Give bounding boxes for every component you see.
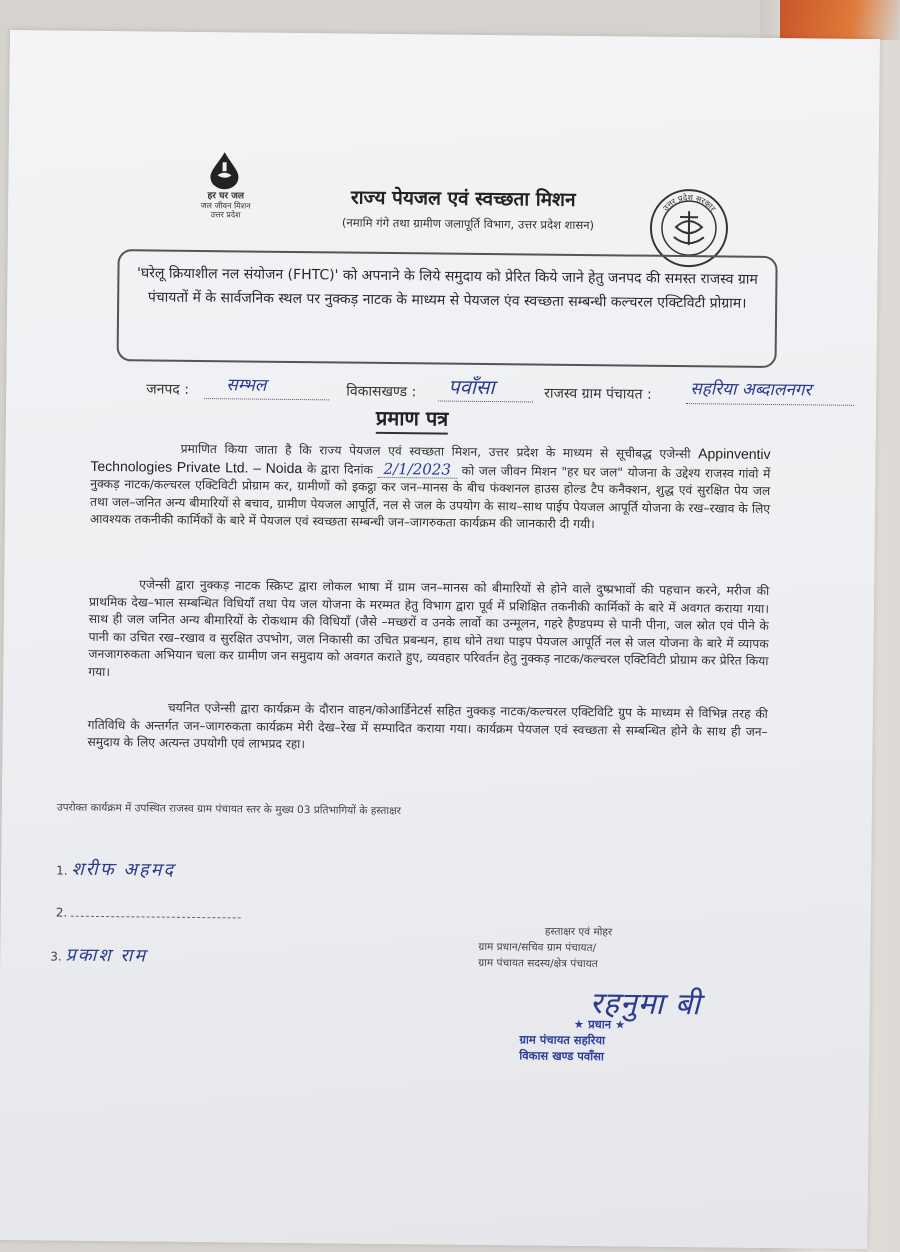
participant-row bbox=[56, 901, 241, 924]
janpad-value: सम्भल bbox=[226, 375, 267, 396]
mission-title: राज्य पेयजल एवं स्वच्छता मिशन bbox=[350, 186, 576, 211]
background-orange-fabric bbox=[780, 0, 900, 40]
vikaskhand-field bbox=[438, 374, 533, 403]
program-date: 2/1/2023 bbox=[383, 459, 452, 479]
certificate-paragraph-3: चयनित एजेन्सी द्वारा कार्यक्रम के दौरान वाहन/कोआर्डिनेटर्स सहित नुक्कड़ नाटक/कल्चरल एक्टिविटि ग्रुप के माध्यम से विभिन्न तरह की गतिविधि के अन्तर्गत जन–जागरुकता कार्यक्रम मेरी देख–रेख में सम्पादित कराया गया। कार्यक्रम पेयजल एवं स्वच्छता से सम्बन्धित होने के साथ ही जन–समुदाय के लिए अत्यन्त उपयोगी एवं लाभप्रद रहा। bbox=[87, 700, 768, 752]
program-description-box bbox=[117, 249, 778, 368]
p1-after: को जल जीवन मिशन "हर घर जल" योजना के उद्देश्य राजस्व गांवो में नुक्कड़ नाटक/कल्चरल एक्टिविटी प्रोग्राम कर, ग्रामीणों को इकट्ठा कर जन–मानस के बीच फंक्शनल हाउस होल्ड टैप कनैक्शन, शुद्ध एवं सुरक्षित पेय जल तथा जल–जनित अन्य बीमारियों से बचाव, ग्रामीण पेयजल आपूर्ति, नल से जल के उपयोग के साथ–साथ पाईप पेयजल आपूर्ति योजना के रख–रखाव के लिए आवश्यक तकनीकी कार्मिकों के बारे में पेयजल एवं स्वच्छता सम्बन्धी जन–जागरुकता कार्यक्रम की जानकारी दी गयी। bbox=[89, 463, 771, 532]
participant-signature: प्रकाश राम bbox=[65, 944, 148, 967]
har-ghar-jal-logo-icon bbox=[205, 150, 243, 190]
participant-signature: शरीफ अहमद bbox=[71, 858, 176, 881]
logo-line-3: उत्तर प्रदेश bbox=[210, 210, 241, 220]
certificate-title: प्रमाण पत्र bbox=[376, 404, 449, 435]
participant-number: 1. bbox=[56, 863, 68, 878]
date-field bbox=[377, 459, 457, 479]
seal-text: उत्तर प्रदेश सरकार bbox=[661, 193, 718, 214]
vikaskhand-value: पवाँसा bbox=[448, 374, 495, 400]
p1-mid: के द्वारा दिनांक bbox=[306, 461, 373, 477]
stamp-line-3: विकास खण्ड पवाँसा bbox=[519, 1048, 605, 1064]
certificate-page bbox=[0, 30, 880, 1249]
signatory-line-1: हस्ताक्षर एवं मोहर bbox=[544, 925, 613, 939]
participant-number: 3. bbox=[50, 949, 62, 964]
p1-before: प्रमाणित किया जाता है कि राज्य पेयजल एवं स्वच्छता मिशन, उत्तर प्रदेश के माध्यम से सूचीबद्ध एजेन्सी bbox=[180, 441, 691, 462]
pradhan-stamp bbox=[519, 1015, 679, 1065]
program-description: 'घरेलू क्रियाशील नल संयोजन (FHTC)' को अपनाने के लिये समुदाय को प्रेरित किये जाने हेतु जनपद की समस्त राजस्व ग्राम पंचायतों में के सार्वजनिक स्थल पर नुक्कड़ नाटक के माध्यम से पेयजल एंव स्वच्छता सम्बन्धी कल्चरल एक्टिविटी प्रोग्राम। bbox=[136, 265, 758, 312]
janpad-label: जनपद : bbox=[146, 381, 190, 398]
participants-intro: उपरोक्त कार्यक्रम में उपस्थित राजस्व ग्राम पंचायत स्तर के मुख्य 03 प्रतिभागियों के हस्ताक्षर bbox=[56, 801, 401, 818]
pradhan-signature: रहनुमा बी bbox=[589, 986, 702, 1023]
vikaskhand-label: विकासखण्ड : bbox=[346, 383, 417, 401]
certificate-paragraph-2: एजेन्सी द्वारा नुक्कड़ नाटक स्क्रिप्ट द्वारा लोकल भाषा में ग्राम जन–मानस को बीमारियों से होने वाले दुष्प्रभावों की पहचान करने, मरीज की प्राथमिक देख–भाल सम्बन्धित विधियाँ तथा पेय जल योजना के मरम्मत हेतु विभाग द्वारा पूर्व में प्रशिक्षित तकनीकी कार्मिकों के बारे में अवगत कराया गया। साथ ही जल जनित अन्य बीमारियों के रोकथाम की विधियाँ (जैसे –मच्छरों व उनके लार्वो का उन्मूलन, गहरे हैण्डपम्प से पानी पीना, जल स्रोत एवं पीने के पानी का उचित रख–रखाव व सुरक्षित उपभोग, जल निकासी का उचित प्रबन्धन, हाथ धोने तथा पाइप पेयजल आपूर्ति नल से जल योजना के बारे में व्यापक जनजागरुकता अभियान चला कर ग्रामीण जन समुदाय को अवगत कराते हुए, व्यवहार परिवर्तन हेतु नुक्कड़ नाटक/कल्चरल एक्टिविटी प्रोग्राम कर प्रेरित किया गया। bbox=[88, 577, 770, 679]
stamp-line-1: ★ प्रधान ★ bbox=[573, 1016, 626, 1032]
janpad-field bbox=[204, 375, 329, 400]
gram-panchayat-field bbox=[686, 379, 854, 406]
location-fields bbox=[146, 369, 866, 403]
gram-panchayat-label: राजस्व ग्राम पंचायत : bbox=[544, 385, 652, 403]
logo-line-2: जल जीवन मिशन bbox=[200, 201, 251, 211]
participant-row bbox=[50, 942, 147, 967]
gram-panchayat-value: सहरिया अब्दालनगर bbox=[690, 379, 812, 401]
signatory-block bbox=[478, 923, 678, 973]
participant-number: 2. bbox=[55, 905, 68, 920]
participant-signature-blank bbox=[71, 916, 241, 919]
logo bbox=[183, 150, 269, 221]
certificate-paragraph-1 bbox=[90, 439, 771, 536]
participant-row bbox=[56, 857, 175, 882]
agency-name: Appinventiv Technologies Private Ltd. – Noida bbox=[90, 445, 771, 476]
logo-line-1: हर घर जल bbox=[207, 191, 245, 202]
signatory-line-3: ग्राम पंचायत सदस्य/क्षेत्र पंचायत bbox=[478, 956, 598, 971]
stamp-line-2: ग्राम पंचायत सहरिया bbox=[519, 1032, 606, 1048]
signatory-line-2: ग्राम प्रधान/सचिव ग्राम पंचायत/ bbox=[478, 940, 597, 955]
mission-subtitle: (नमामि गंगे तथा ग्रामीण जलापूर्ति विभाग, उत्तर प्रदेश शासन) bbox=[341, 215, 595, 233]
